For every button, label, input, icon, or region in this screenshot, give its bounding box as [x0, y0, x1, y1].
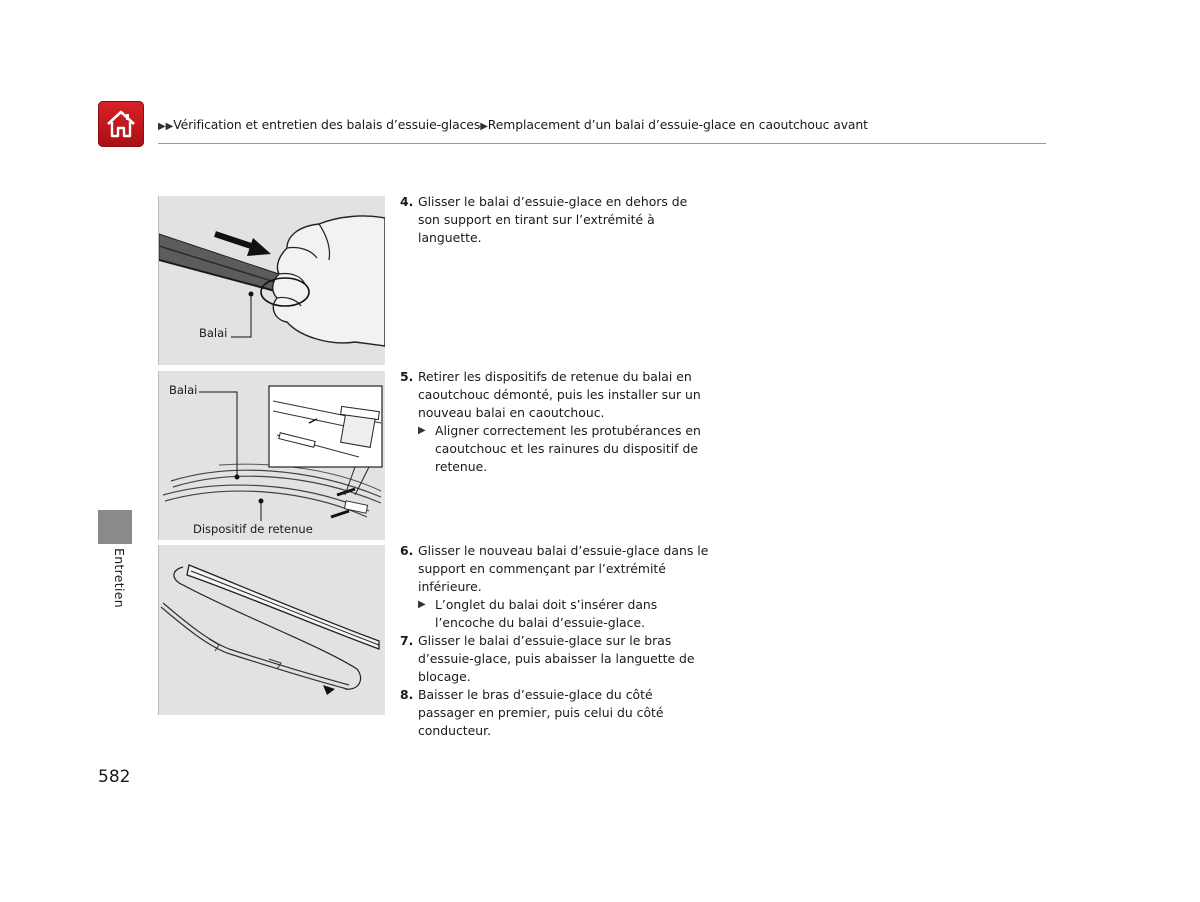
section-tab-text: Entretien — [112, 548, 127, 608]
note-text: L’onglet du balai doit s’insérer dans l’encoche du balai d’essuie-glace. — [435, 597, 658, 630]
page-number: 582 — [98, 767, 131, 787]
step-7 — [400, 632, 710, 686]
callout-blade-2: Balai — [169, 383, 198, 397]
note-triangle-icon: ▶ — [418, 425, 426, 436]
step-number: 5. — [400, 369, 414, 384]
note-triangle-icon: ▶ — [418, 599, 426, 610]
figure-remove-blade — [158, 196, 385, 365]
breadcrumb-arrow-icon: ▶▶ — [158, 121, 174, 132]
home-button[interactable] — [98, 101, 144, 147]
step-4 — [400, 193, 710, 247]
callout-retainer: Dispositif de retenue — [193, 522, 313, 536]
step-5-note — [400, 422, 710, 476]
step-text: Glisser le balai d’essuie-glace en dehors de son support en tirant sur l’extrémité à languette. — [418, 194, 688, 245]
breadcrumb — [158, 117, 868, 132]
header-divider — [158, 143, 1046, 144]
step-text: Glisser le nouveau balai d’essuie-glace dans le support en commençant par l’extrémité inférieure. — [418, 543, 709, 594]
step-group-6-8 — [400, 542, 710, 740]
step-group-5 — [400, 368, 710, 476]
step-6 — [400, 542, 710, 596]
step-text: Baisser le bras d’essuie-glace du côté passager en premier, puis celui du côté conducteur. — [418, 687, 664, 738]
step-5 — [400, 368, 710, 422]
callout-blade: Balai — [199, 326, 228, 340]
step-6-note — [400, 596, 710, 632]
section-tab-marker — [98, 510, 132, 544]
step-text: Glisser le balai d’essuie-glace sur le bras d’essuie-glace, puis abaisser la languette de blocage. — [418, 633, 695, 684]
figure-retainers — [158, 371, 385, 540]
step-8 — [400, 686, 710, 740]
step-group-4 — [400, 193, 710, 247]
insert-blade-illustration — [159, 545, 385, 715]
home-icon — [104, 107, 138, 141]
step-number: 4. — [400, 194, 414, 209]
step-number: 7. — [400, 633, 414, 648]
breadcrumb-separator-icon: ▶ — [480, 121, 488, 132]
section-tab-label — [98, 548, 132, 608]
breadcrumb-section-link[interactable]: Vérification et entretien des balais d’essuie-glaces — [173, 117, 481, 132]
step-number: 8. — [400, 687, 414, 702]
breadcrumb-current-page: Remplacement d’un balai d’essuie-glace en caoutchouc avant — [487, 117, 868, 132]
note-text: Aligner correctement les protubérances en caoutchouc et les rainures du dispositif de retenue. — [435, 423, 701, 474]
step-number: 6. — [400, 543, 414, 558]
figure-insert-blade — [158, 545, 385, 715]
step-text: Retirer les dispositifs de retenue du balai en caoutchouc démonté, puis les installer sur un nouveau balai en caoutchouc. — [418, 369, 701, 420]
remove-blade-illustration — [159, 196, 385, 365]
